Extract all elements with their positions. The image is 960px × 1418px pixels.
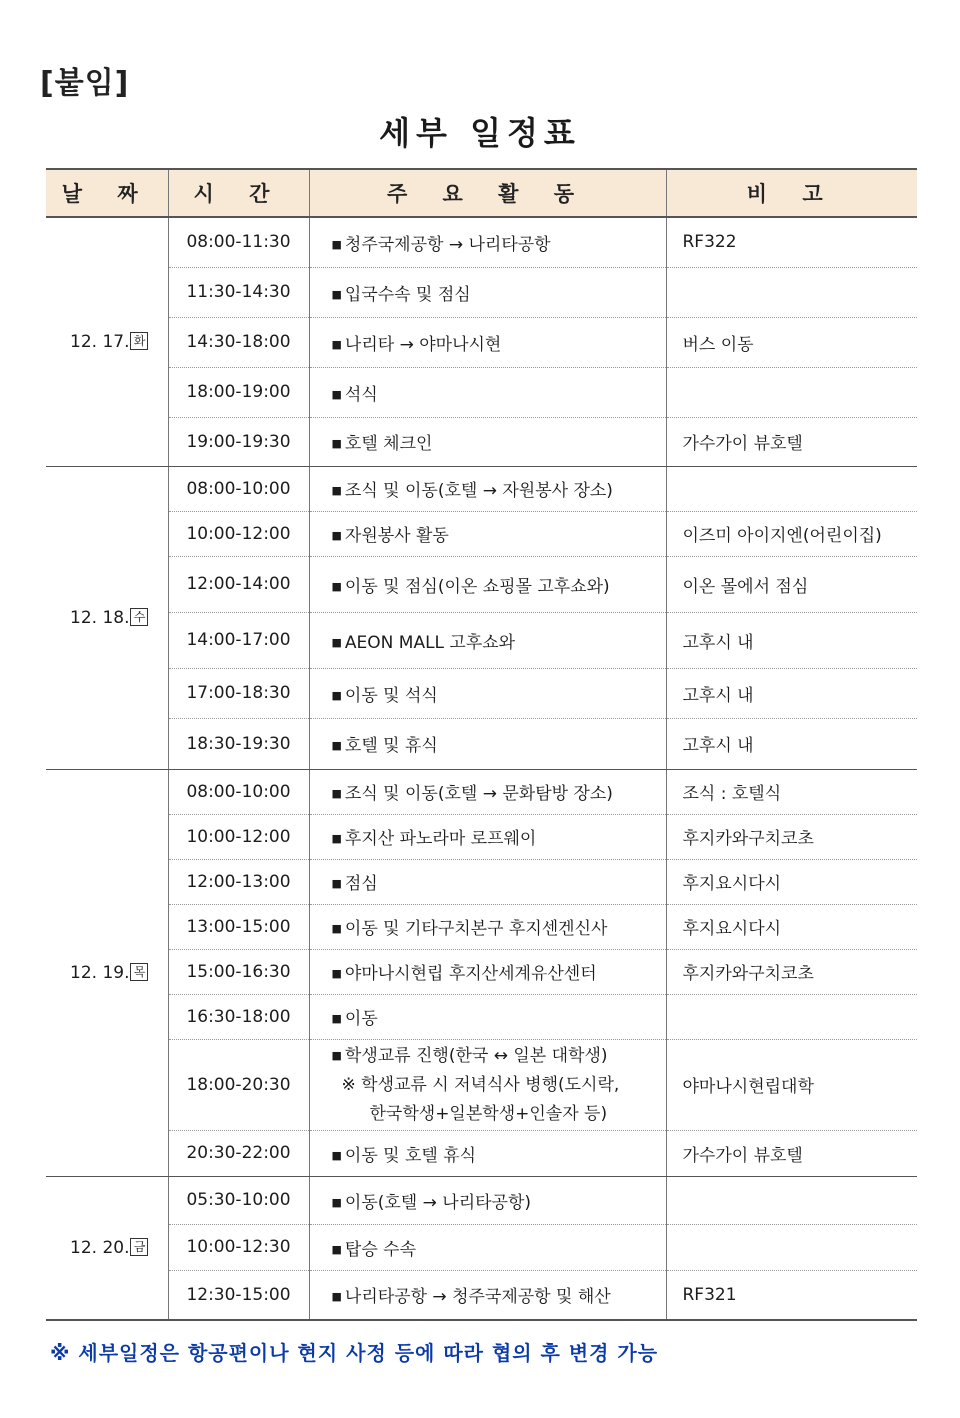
header-activity: 주 요 활 동 [309, 169, 666, 217]
bullet-icon: ■ [331, 1242, 342, 1256]
activity-text: AEON MALL 고후쇼와 [344, 632, 516, 653]
weekday-badge: 수 [130, 608, 148, 626]
weekday-badge: 목 [130, 963, 148, 981]
activity-text: 나리타 → 야마나시현 [344, 334, 502, 355]
time-cell: 18:00-19:00 [168, 367, 309, 417]
activity-text: 나리타공항 → 청주국제공항 및 해산 [344, 1287, 611, 1308]
date-text: 12. 17. [70, 331, 130, 352]
activity-cell [309, 1176, 666, 1224]
bullet-icon: ■ [331, 877, 342, 890]
header-row [46, 169, 917, 217]
note-cell [666, 994, 917, 1039]
table-row [46, 511, 917, 556]
time-cell: 11:30-14:30 [168, 267, 309, 317]
activity-cell [309, 556, 666, 612]
note-cell: 고후시 내 [666, 612, 917, 668]
note-cell: 버스 이동 [666, 317, 917, 367]
activity-cell [309, 718, 666, 769]
time-cell: 12:30-15:00 [168, 1270, 309, 1320]
activity-line: ※ 학생교류 시 저녁식사 병행(도시락, [341, 1074, 620, 1095]
time-cell: 18:30-19:30 [168, 718, 309, 769]
time-cell: 05:30-10:00 [168, 1176, 309, 1224]
date-cell [46, 217, 168, 466]
table-row [46, 317, 917, 367]
bullet-icon: ■ [331, 287, 342, 301]
activity-cell [309, 1130, 666, 1176]
table-row [46, 1039, 917, 1130]
time-cell: 18:00-20:30 [168, 1039, 309, 1130]
activity-text: 석식 [344, 384, 378, 405]
attachment-label: [붙임] [40, 66, 130, 101]
note-cell: 후지요시다시 [666, 904, 917, 949]
time-cell: 08:00-11:30 [168, 217, 309, 267]
table-row [46, 859, 917, 904]
time-cell: 08:00-10:00 [168, 466, 309, 511]
activity-line: 한국학생+일본학생+인솔자 등) [369, 1103, 608, 1124]
date-text: 12. 18. [70, 607, 130, 628]
activity-cell [309, 904, 666, 949]
time-cell: 20:30-22:00 [168, 1130, 309, 1176]
bullet-icon: ■ [331, 1195, 342, 1209]
table-row [46, 1176, 917, 1224]
activity-text: 자원봉사 활동 [344, 526, 449, 546]
bullet-icon: ■ [331, 1012, 342, 1025]
note-cell: 고후시 내 [666, 668, 917, 718]
activity-text: 이동(호텔 → 나리타공항) [344, 1192, 532, 1213]
activity-cell [309, 668, 666, 718]
time-cell: 14:30-18:00 [168, 317, 309, 367]
note-cell: 이온 몰에서 점심 [666, 556, 917, 612]
activity-cell [309, 217, 666, 267]
note-cell: RF322 [666, 217, 917, 267]
note-cell: 후지요시다시 [666, 859, 917, 904]
table-row [46, 1270, 917, 1320]
table-row [46, 718, 917, 769]
activity-text: 입국수속 및 점심 [344, 284, 471, 305]
time-cell: 10:00-12:00 [168, 511, 309, 556]
note-cell: 가수가이 뷰호텔 [666, 417, 917, 466]
activity-cell [309, 466, 666, 511]
header-date: 날 짜 [46, 169, 168, 217]
bullet-icon: ■ [331, 967, 342, 980]
table-row [46, 1224, 917, 1270]
bullet-icon: ■ [331, 437, 342, 450]
time-cell: 13:00-15:00 [168, 904, 309, 949]
activity-cell [309, 859, 666, 904]
activity-cell [309, 1270, 666, 1320]
time-cell: 12:00-13:00 [168, 859, 309, 904]
note-cell [666, 466, 917, 511]
time-cell: 14:00-17:00 [168, 612, 309, 668]
table-row [46, 994, 917, 1039]
bullet-icon: ■ [331, 787, 342, 800]
header-note: 비 고 [666, 169, 917, 217]
activity-cell [309, 417, 666, 466]
table-row [46, 466, 917, 511]
time-cell: 12:00-14:00 [168, 556, 309, 612]
activity-line [332, 1041, 666, 1071]
activity-text: 조식 및 이동(호텔 → 문화탐방 장소) [344, 784, 613, 804]
activity-text: 이동 [344, 1009, 378, 1029]
table-row [46, 217, 917, 267]
date-cell [46, 1176, 168, 1320]
table-row [46, 267, 917, 317]
page-title: 세부 일정표 [379, 114, 581, 152]
note-cell [666, 1224, 917, 1270]
activity-text: 이동 및 기타구치본구 후지센겐신사 [344, 919, 608, 939]
time-cell: 10:00-12:30 [168, 1224, 309, 1270]
bullet-icon: ■ [331, 237, 342, 251]
header-time: 시 간 [168, 169, 309, 217]
activity-cell [309, 367, 666, 417]
activity-text: 후지산 파노라마 로프웨이 [344, 829, 537, 849]
bullet-icon: ■ [331, 1290, 342, 1304]
bullet-icon: ■ [331, 1148, 342, 1162]
bullet-icon: ■ [331, 337, 342, 351]
date-cell [46, 466, 168, 769]
time-cell: 17:00-18:30 [168, 668, 309, 718]
time-cell: 16:30-18:00 [168, 994, 309, 1039]
activity-text: 호텔 및 휴식 [344, 736, 438, 756]
activity-cell [309, 612, 666, 668]
note-cell: RF321 [666, 1270, 917, 1320]
note-cell [666, 367, 917, 417]
table-row [46, 814, 917, 859]
table-row [46, 769, 917, 814]
activity-text: 이동 및 점심(이온 쇼핑몰 고후쇼와) [344, 576, 610, 597]
bullet-icon: ■ [331, 529, 342, 542]
bullet-icon: ■ [331, 579, 342, 593]
table-row [46, 949, 917, 994]
bullet-icon: ■ [331, 1048, 342, 1062]
activity-text: 이동 및 호텔 휴식 [344, 1145, 477, 1166]
activity-text: 청주국제공항 → 나리타공항 [344, 234, 551, 255]
note-cell: 조식 : 호텔식 [666, 769, 917, 814]
time-cell: 19:00-19:30 [168, 417, 309, 466]
note-cell: 후지카와구치코초 [666, 949, 917, 994]
weekday-badge: 화 [130, 332, 148, 350]
activity-cell [309, 769, 666, 814]
note-cell: 야마나시현립대학 [666, 1039, 917, 1130]
table-row [46, 556, 917, 612]
bullet-icon: ■ [331, 484, 342, 497]
bullet-icon: ■ [331, 688, 342, 702]
note-cell: 후지카와구치코초 [666, 814, 917, 859]
table-row [46, 904, 917, 949]
note-cell [666, 1176, 917, 1224]
activity-cell [309, 994, 666, 1039]
time-cell: 08:00-10:00 [168, 769, 309, 814]
note-cell: 이즈미 아이지엔(어린이집) [666, 511, 917, 556]
time-cell: 15:00-16:30 [168, 949, 309, 994]
activity-text: 조식 및 이동(호텔 → 자원봉사 장소) [344, 481, 613, 501]
activity-cell [309, 1224, 666, 1270]
bullet-icon: ■ [331, 739, 342, 752]
activity-cell [309, 1039, 666, 1130]
activity-text: 점심 [344, 874, 378, 894]
footnote: ※ 세부일정은 항공편이나 현지 사정 등에 따라 협의 후 변경 가능 [50, 1341, 659, 1365]
activity-cell [309, 511, 666, 556]
table-row [46, 367, 917, 417]
table-row [46, 612, 917, 668]
note-cell: 가수가이 뷰호텔 [666, 1130, 917, 1176]
activity-text: 호텔 체크인 [344, 434, 433, 454]
activity-cell [309, 317, 666, 367]
bullet-icon: ■ [331, 832, 342, 845]
activity-text: 야마나시현립 후지산세계유산센터 [344, 964, 597, 984]
weekday-badge: 금 [130, 1238, 148, 1256]
schedule-table [46, 168, 917, 1321]
activity-text: 학생교류 진행(한국 ↔ 일본 대학생) [344, 1045, 608, 1066]
bullet-icon: ■ [331, 635, 342, 649]
activity-text: 이동 및 석식 [344, 685, 438, 706]
note-cell [666, 267, 917, 317]
activity-cell [309, 814, 666, 859]
table-row [46, 417, 917, 466]
date-text: 12. 20. [70, 1237, 130, 1258]
bullet-icon: ■ [331, 387, 342, 401]
activity-cell [309, 267, 666, 317]
date-cell [46, 769, 168, 1176]
date-text: 12. 19. [70, 962, 130, 983]
activity-text: 탑승 수속 [344, 1239, 416, 1260]
note-cell: 고후시 내 [666, 718, 917, 769]
bullet-icon: ■ [331, 922, 342, 935]
table-row [46, 668, 917, 718]
table-row [46, 1130, 917, 1176]
time-cell: 10:00-12:00 [168, 814, 309, 859]
activity-cell [309, 949, 666, 994]
